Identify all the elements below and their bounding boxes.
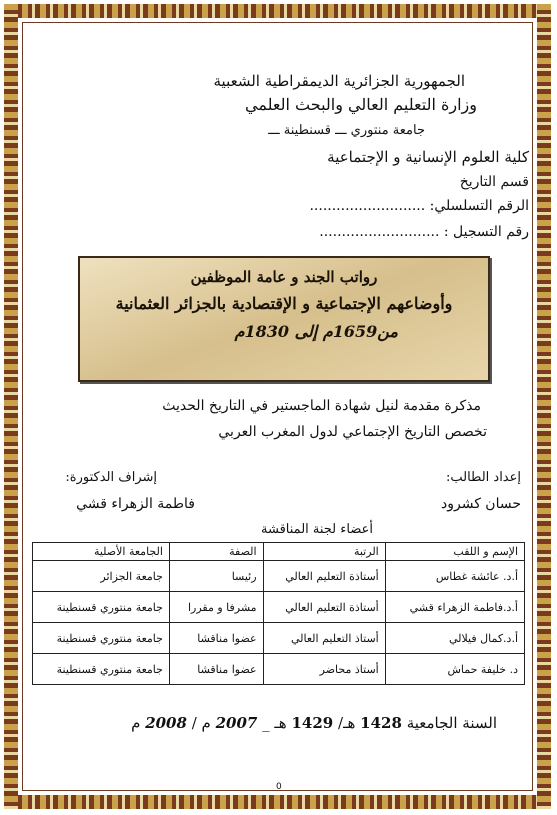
department-name: قسم التاريخ <box>459 174 529 190</box>
jury-table <box>32 542 525 685</box>
member-role: مشرفا و مقررا <box>169 592 263 623</box>
member-university: جامعة منتوري قسنطينة <box>33 623 170 654</box>
supervisor-name: فاطمة الزهراء قشي <box>76 496 195 512</box>
header-rank: الرتبة <box>263 543 385 561</box>
year-prefix: السنة الجامعية <box>406 714 497 732</box>
year-hijri-mid: هـ/ <box>338 714 356 732</box>
frame-top-border <box>4 4 551 18</box>
member-name: أ.د.فاطمة الزهراء قشي <box>385 592 524 623</box>
member-university: جامعة منتوري قسنطينة <box>33 592 170 623</box>
frame-left-border <box>4 4 18 809</box>
republic-name: الجمهورية الجزائرية الديمقراطية الشعبية <box>213 72 465 90</box>
page-number: 0 <box>276 782 282 792</box>
member-rank: أستاذ التعليم العالي <box>263 623 385 654</box>
table-row <box>33 623 525 654</box>
university-name: جامعة منتوري ـــ قسنطينة ـــ <box>268 123 425 138</box>
member-name: أ.د. عائشة غطاس <box>385 561 524 592</box>
member-role: عضوا مناقشا <box>169 654 263 685</box>
year-gregorian-start: 2007 <box>215 714 258 732</box>
registration-number-label: رقم التسجيل : ........................... <box>319 224 529 240</box>
member-name: أ.د.كمال فيلالي <box>385 623 524 654</box>
jury-table-header <box>33 543 525 561</box>
frame-bottom-border <box>4 795 551 809</box>
member-rank: أستاذة التعليم العالي <box>263 592 385 623</box>
year-hijri-end: 1429 <box>291 714 334 732</box>
table-row <box>33 654 525 685</box>
thesis-title-line-3: من1659م إلى 1830م <box>234 322 398 341</box>
table-row <box>33 592 525 623</box>
member-university: جامعة الجزائر <box>33 561 170 592</box>
member-role: عضوا مناقشا <box>169 623 263 654</box>
header-role: الصفة <box>169 543 263 561</box>
supervision-label: إشراف الدكتورة: <box>65 470 157 485</box>
ministry-name: وزارة التعليم العالي والبحث العلمي <box>245 95 477 114</box>
thesis-purpose: مذكرة مقدمة لنيل شهادة الماجستير في التاريخ الحديث <box>162 398 481 414</box>
frame-right-border <box>537 4 551 809</box>
year-hijri-start: 1428 <box>360 714 402 732</box>
thesis-title-line-2: وأوضاعهم الإجتماعية و الإقتصادية بالجزائر العثمانية <box>115 294 453 313</box>
member-rank: أستاذة التعليم العالي <box>263 561 385 592</box>
student-name: حسان كشرود <box>440 496 521 512</box>
prepared-by-label: إعداد الطالب: <box>445 470 521 485</box>
faculty-name: كلية العلوم الإنسانية و الإجتماعية <box>327 148 529 166</box>
academic-year <box>131 714 497 732</box>
member-name: د. خليفة حماش <box>385 654 524 685</box>
thesis-title-box <box>78 256 490 382</box>
year-separator: هـ _ <box>262 714 287 732</box>
year-gregorian-mid: م / <box>191 714 211 732</box>
thesis-title-line-1: رواتب الجند و عامة الموظفين <box>190 268 378 286</box>
thesis-specialty: تخصص التاريخ الإجتماعي لدول المغرب العربي <box>218 424 487 440</box>
year-gregorian-end: 2008 <box>145 714 187 732</box>
member-university: جامعة منتوري قسنطينة <box>33 654 170 685</box>
table-row <box>33 561 525 592</box>
member-rank: أستاذ محاضر <box>263 654 385 685</box>
member-role: رئيسا <box>169 561 263 592</box>
header-university: الجامعة الأصلية <box>33 543 170 561</box>
year-suffix: م <box>131 714 141 732</box>
jury-title: أعضاء لجنة المناقشة <box>261 522 373 537</box>
serial-number-label: الرقم التسلسلي: .......................... <box>309 198 529 214</box>
header-name: الإسم و اللقب <box>385 543 524 561</box>
